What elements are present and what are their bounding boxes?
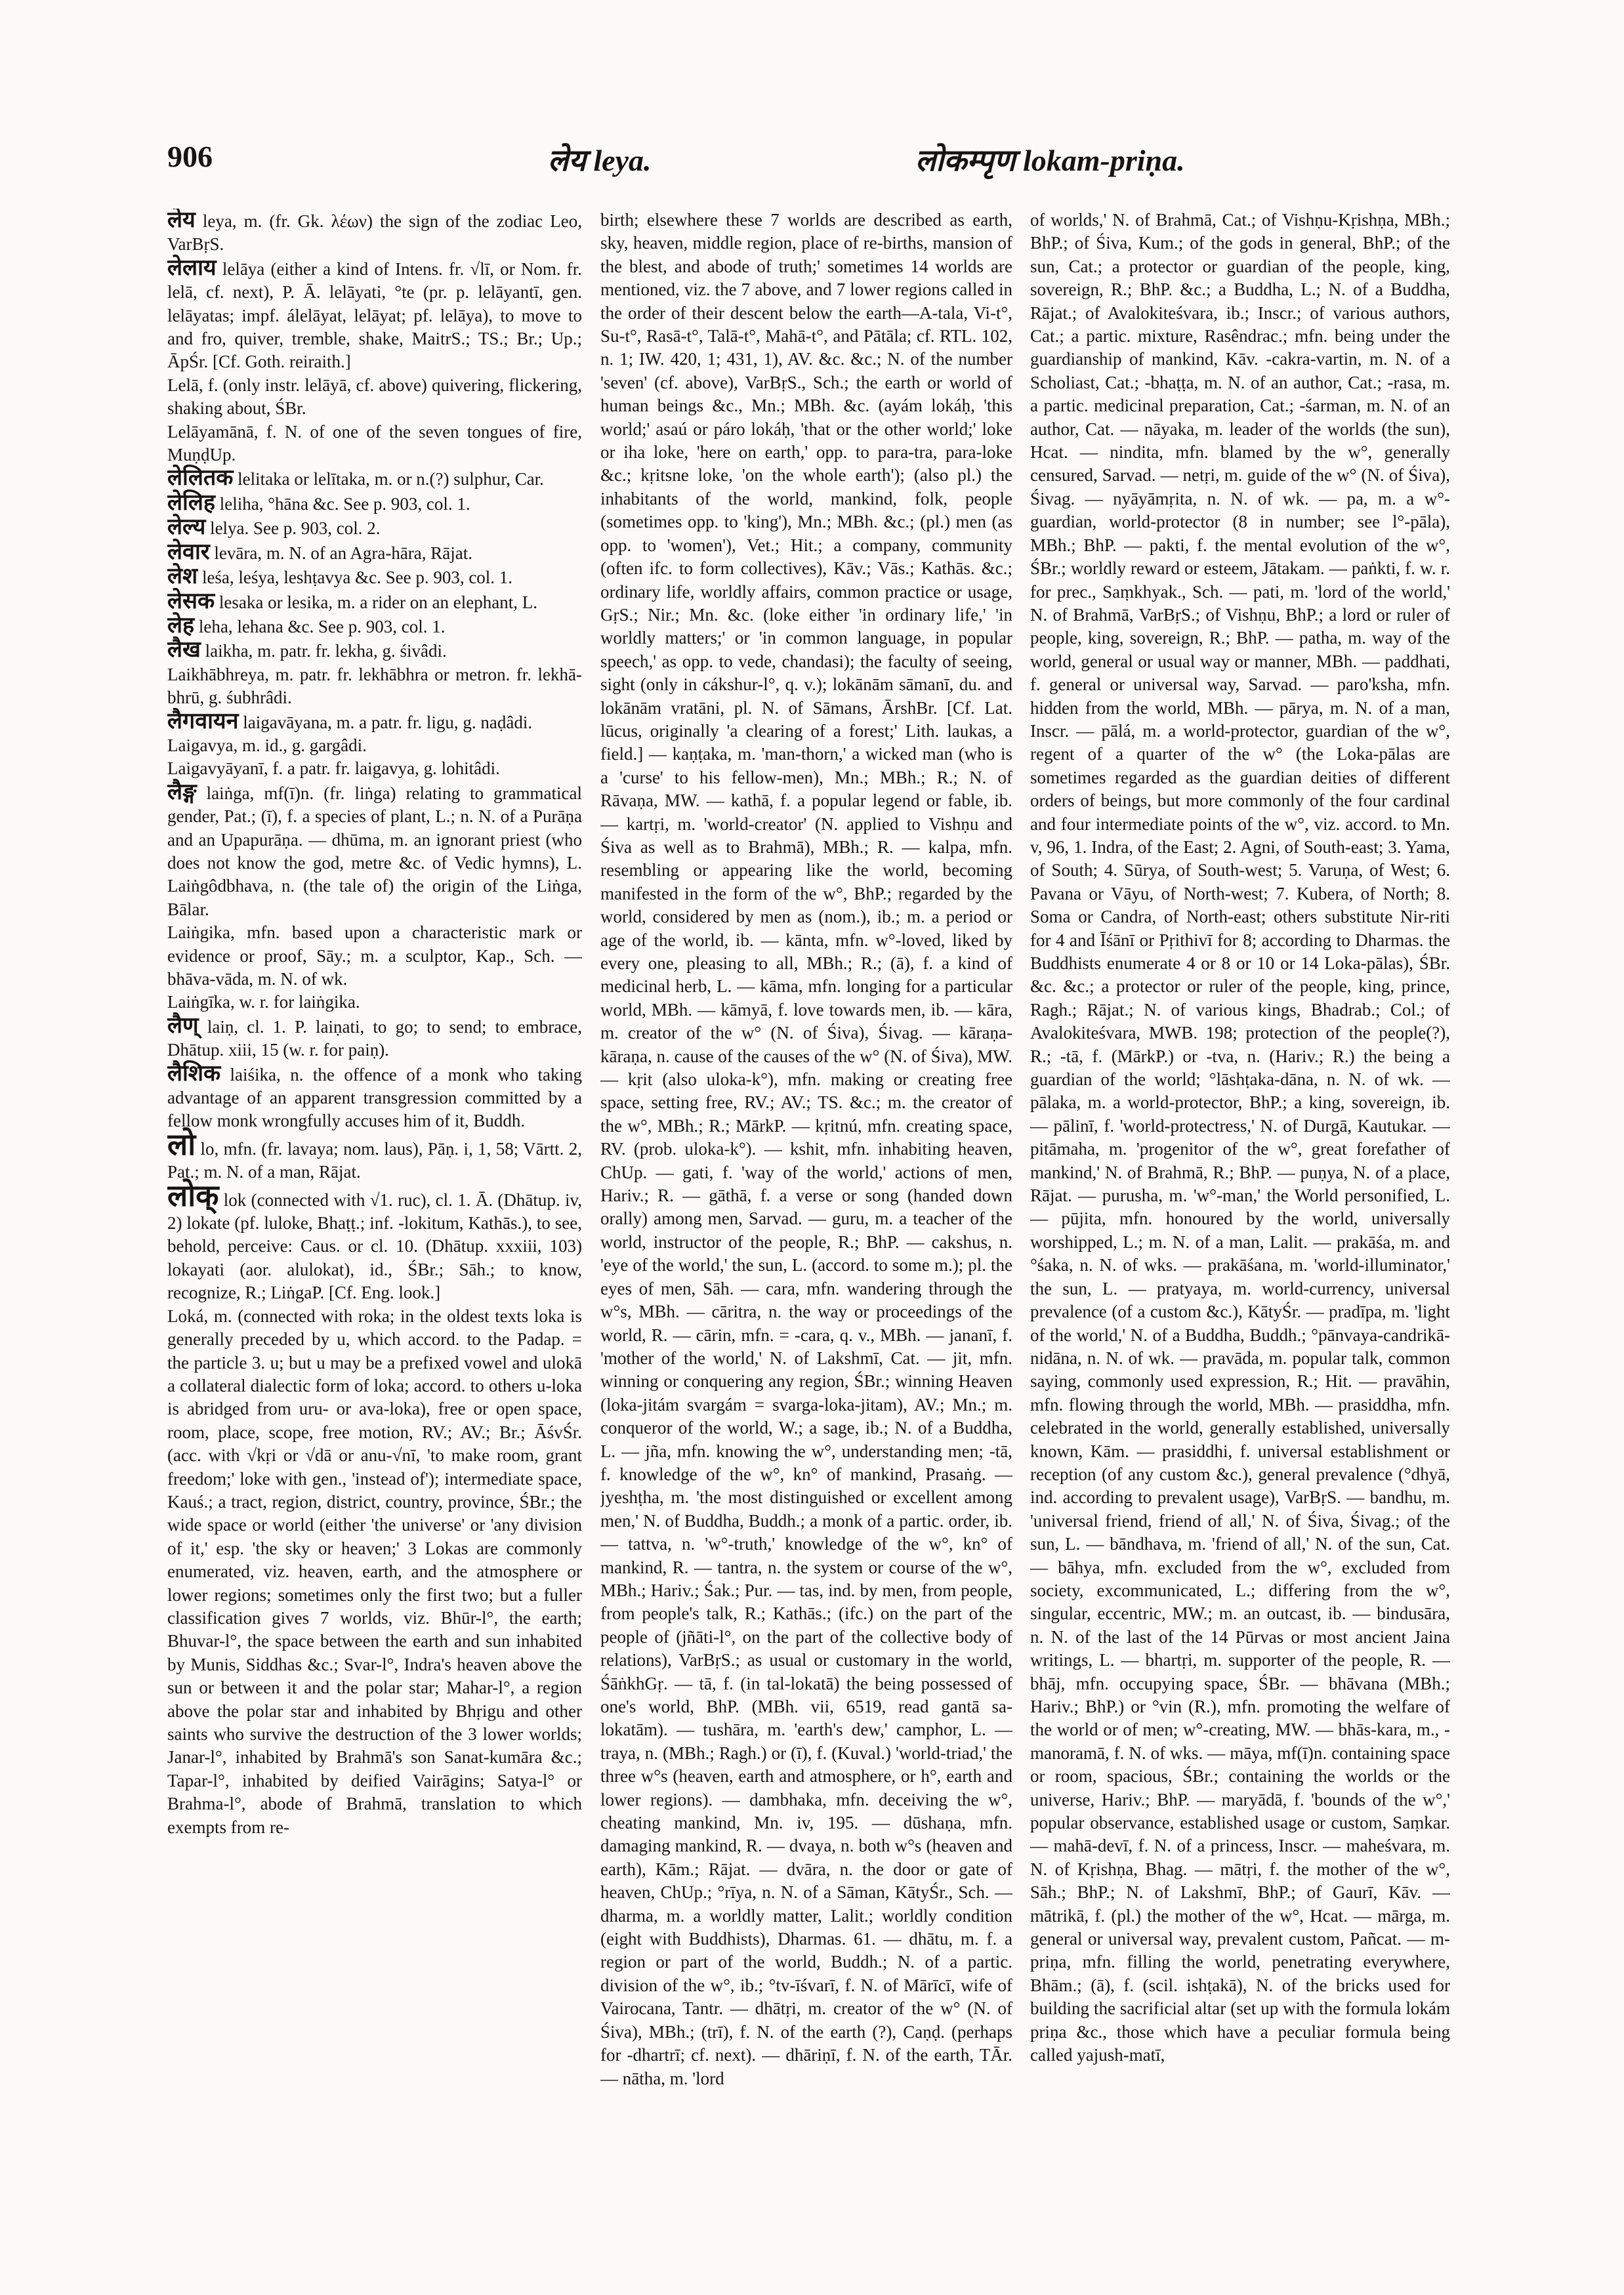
dictionary-entry	[167, 590, 582, 614]
dictionary-entry	[167, 1127, 582, 1184]
entry-definition: leya, m. (fr. Gk. λέων) the sign of the zodiac Leo, VarBṛS.	[167, 211, 582, 255]
column-2	[600, 209, 1012, 2275]
dictionary-entry	[167, 663, 582, 710]
entry-definition: Lelā, f. (only instr. lelāyā, cf. above) quivering, flickering, shaking about, ŚBr.	[167, 375, 582, 419]
entry-definition: laigavāyana, m. a patr. fr. ligu, g. naḍâdi.	[243, 712, 533, 732]
guide-word-left: लेय leya.	[548, 144, 652, 177]
entry-definition: Laiṅgika, mfn. based upon a characteristic mark or evidence or proof, Sāy.; m. a sculptor, Kap., Sch. — bhāva-vāda, m. N. of wk.	[167, 922, 582, 989]
entry-headword: लैण्	[167, 1013, 199, 1038]
entry-definition: laiśika, n. the offence of a monk who taking advantage of an apparent transgression committed by a fellow monk wrongfully accuses him of it, Buddh.	[167, 1064, 582, 1131]
entry-definition: lok (connected with √1. ruc), cl. 1. Ā. (Dhātup. iv, 2) lokate (pf. luloke, Bhaṭṭ.; inf. -lokitum, Kathās.), to see, behold, perceive: Caus. or cl. 10. (Dhātup. xxxiii, 103) lokayati (aor. alulokat), id., ŚBr.; Sāh.; to know, recognize, R.; LiṅgaP. [Cf. Eng. look.]	[167, 1189, 582, 1303]
entry-definition: birth; elsewhere these 7 worlds are described as earth, sky, heaven, middle region, place of re-births, mansion of the blest, and abode of truth;' sometimes 14 worlds are mentioned, viz. the 7 above, and 7 lower regions called in the order of their descent below the earth—A-tala, Vi-t°, Su-t°, Rasā-t°, Talā-t°, Mahā-t°, and Pātāla; cf. RTL. 102, n. 1; IW. 420, 1; 431, 1), AV. &c. &c.; N. of the number 'seven' (cf. above), VarBṛS., Sch.; the earth or world of human beings &c., Mn.; MBh. &c. (ayám lokáḥ, 'this world;' asaú or páro lokáḥ, 'that or the other world;' loke or iha loke, 'here on earth,' opp. to para-tra, para-loke &c.; kṛitsne loke, 'on the whole earth'); (also pl.) the inhabitants of the world, mankind, folk, people (sometimes opp. to 'king'), Mn.; MBh. &c.; (pl.) men (as opp. to 'women'), Vet.; Hit.; a company, community (often ifc. to form collectives), Kāv.; Vās.; Kathās. &c.; ordinary life, worldly affairs, common practice or usage, GṛS.; Nir.; Mn. &c. (loke either 'in ordinary life,' 'in worldly matters;' or 'in common language, in popular speech,' as opp. to vede, chandasi); the faculty of seeing, sight (only in cákshur-l°, q. v.); lokānām sāmanī, du. and lokānām vratāni, pl. N. of Sāmans, ĀrshBr. [Cf. Lat. lūcus, originally 'a clearing of a forest;' Lith. laukas, a field.] — kaṇṭaka, m. 'man-thorn,' a wicked man (who is a 'curse' to his fellow-men), Mn.; MBh.; R.; N. of Rāvaṇa, MW. — kathā, f. a popular legend or fable, ib. — kartṛi, m. 'world-creator' (N. applied to Vishṇu and Śiva as well as to Brahmā), MBh.; R. — kalpa, mfn. resembling or appearing like the world, becoming manifested in the form of the w°, BhP.; regarded by the world, considered by men as (nom.), ib.; m. a period or age of the world, ib. — kānta, mfn. w°-loved, liked by every one, pleasing to all, MBh.; R.; (ā), f. a kind of medicinal herb, L. — kāma, mfn. longing for a particular world, MBh. — kāmyā, f. love towards men, ib. — kāra, m. creator of the w° (N. of Śiva), Śivag. — kāraṇa-kāraṇa, n. cause of the causes of the w° (N. of Śiva), MW. — kṛit (also uloka-k°), mfn. making or creating free space, setting free, RV.; AV.; TS. &c.; m. the creator of the w°, MBh.; R.; MārkP. — kṛitnú, mfn. creating space, RV. (prob. uloka-k°). — kshit, mfn. inhabiting heaven, ChUp. — gati, f. 'way of the world,' actions of men, Hariv.; R. — gāthā, f. a verse or song (handed down orally) among men, Sarvad. — guru, m. a teacher of the world, instructor of the people, R.; BhP. — cakshus, n. 'eye of the world,' the sun, L. (accord. to some m.); pl. the eyes of men, Sāh. — cara, mfn. wandering through the w°s, MBh. — cāritra, n. the way or proceedings of the world, R. — cārin, mfn. = -cara, q. v., MBh. — jananī, f. 'mother of the world,' N. of Lakshmī, Cat. — jit, mfn. winning or conquering any region, ŚBr.; winning Heaven (loka-jitám svargám = svarga-loka-jitam), AV.; Mn.; m. conqueror of the world, W.; a sage, ib.; N. of a Buddha, L. — jña, mfn. knowing the w°, understanding men; -tā, f. knowledge of the w°, kn° of mankind, Prasaṅg. — jyeshṭha, m. 'the most distinguished or excellent among men,' N. of Buddha, Buddh.; a monk of a partic. order, ib. — tattva, n. 'w°-truth,' knowledge of the w°, kn° of mankind, R. — tantra, n. the system or course of the w°, MBh.; Hariv.; Śak.; Pur. — tas, ind. by men, from people, from people's talk, R.; Kathās.; (ifc.) on the part of the people of (jñāti-l°, on the part of the collective body of relations), VarBṛS.; as usual or customary in the world, ŚāṅkhGṛ. — tā, f. (in tal-lokatā) the being possessed of one's world, BhP. (MBh. vii, 6519, read gantā sa-lokatām). — tushāra, m. 'earth's dew,' camphor, L. — traya, n. (MBh.; Ragh.) or (ī), f. (Kuval.) 'world-triad,' the three w°s (heaven, earth and atmosphere, or h°, earth and lower regions). — dambhaka, mfn. deceiving the w°, cheating mankind, Mn. iv, 195. — dūshaṇa, mfn. damaging mankind, R. — dvaya, n. both w°s (heaven and earth), Kām.; Rājat. — dvāra, n. the door or gate of heaven, ChUp.; °rīya, n. N. of a Sāman, KātyŚr., Sch. — dharma, m. a worldly matter, Lalit.; worldly condition (eight with Buddhists), Dharmas. 61. — dhātu, m. f. a region or part of the world, Buddh.; N. of a partic. division of the w°, ib.; °tv-īśvarī, f. N. of Mārīcī, wife of Vairocana, Tantr. — dhātṛi, m. creator of the w° (N. of Śiva), MBh.; (trī), f. N. of the earth (?), Caṇḍ. (perhaps for -dhartrī; cf. next). — dhāriṇī, f. N. of the earth, TĀr. — nātha, m. 'lord	[600, 210, 1012, 2088]
entry-headword: लैगवायन	[167, 709, 239, 734]
entry-headword: लोक्	[167, 1178, 219, 1212]
dictionary-entry	[167, 781, 582, 921]
dictionary-entry	[167, 421, 582, 467]
entry-definition: laiṅga, mf(ī)n. (fr. liṅga) relating to grammatical gender, Pat.; (ī), f. a species of plant, L.; n. N. of a Purāṇa and an Upapurāṇa. — dhūma, m. an ignorant priest (who does not know the god, metre &c. of Vedic hymns), L. Laiṅgôdbhava, n. (the tale of) the origin of the Liṅga, Bālar.	[167, 783, 582, 919]
dictionary-entry	[167, 209, 582, 257]
dictionary-entry	[167, 1062, 582, 1133]
dictionary-entry	[167, 491, 582, 516]
dictionary-entry	[167, 257, 582, 374]
dictionary-entry	[167, 638, 582, 663]
entry-definition: leśa, leśya, leshṭavya &c. See p. 903, col. 1.	[201, 568, 513, 588]
entry-definition: Laikhābhreya, m. patr. fr. lekhābhra or metron. fr. lekhā-bhrū, g. śubhrâdi.	[167, 664, 582, 708]
page-header	[167, 139, 1463, 185]
dictionary-entry	[167, 565, 582, 589]
entry-definition: leliha, °hāna &c. See p. 903, col. 1.	[219, 493, 470, 514]
entry-definition: lelāya (either a kind of Intens. fr. √lī, or Nom. fr. lelā, cf. next), P. Ā. lelāyati, °te (pr. p. lelāyantī, gen. lelāyatas; impf. álelāyat, lelāyat; pf. lelāya), to move to and fro, quiver, tremble, shake, MaitrS.; TS.; Br.; Up.; ĀpŚr. [Cf. Goth. reiraith.]	[167, 258, 582, 372]
entry-definition: Lelāyamānā, f. N. of one of the seven tongues of fire, MuṇḍUp.	[167, 421, 582, 465]
dictionary-entry	[1030, 209, 1450, 2067]
dictionary-entry	[167, 1014, 582, 1062]
entry-headword: लेलाय	[167, 255, 217, 280]
guide-word-right: लोकम्पृण lokam-priṇa.	[915, 144, 1185, 177]
column-1	[167, 209, 582, 2275]
entry-headword: लेवार	[167, 539, 210, 564]
entry-definition: laiṇ, cl. 1. P. laiṇati, to go; to send; to embrace, Dhātup. xiii, 15 (w. r. for paiṇ).	[167, 1016, 582, 1060]
entry-headword: लेश	[167, 564, 198, 589]
entry-definition: Laigavyāyanī, f. a patr. fr. laigavya, g. lohitâdi.	[167, 758, 500, 779]
dictionary-entry	[600, 209, 1012, 2090]
dictionary-entry	[167, 1178, 582, 1305]
dictionary-entry	[167, 466, 582, 491]
entry-definition: lo, mfn. (fr. lavaya; nom. laus), Pāṇ. i, 1, 58; Vārtt. 2, Pat.; m. N. of a man, Rājat.	[167, 1138, 582, 1182]
page-number: 906	[167, 140, 213, 173]
entry-definition: laikha, m. patr. fr. lekha, g. śivâdi.	[205, 641, 447, 661]
entry-definition: levāra, m. N. of an Agra-hāra, Rājat.	[214, 543, 473, 563]
entry-headword: लेलितक	[167, 466, 234, 491]
entry-definition: Laigavya, m. id., g. gargâdi.	[167, 735, 367, 755]
entry-definition: leha, lehana &c. See p. 903, col. 1.	[198, 616, 446, 636]
entry-definition: lelitaka or lelītaka, m. or n.(?) sulphur, Car.	[238, 469, 544, 489]
entry-definition: Loká, m. (connected with roka; in the oldest texts loka is generally preceded by u, which accord. to the Padap. = the particle 3. u; but u may be a prefixed vowel and ulokā a collateral dialectic form of loka; accord. to others u-loka is abridged from uru- or ava-loka), free or open space, room, place, scope, free motion, RV.; AV.; Br.; ĀśvŚr. (acc. with √kṛi or √dā or anu-√nī, 'to make room, grant freedom;' loke with gen., 'instead of'); intermediate space, Kauś.; a tract, region, district, country, province, ŚBr.; the wide space or world (either 'the universe' or 'any division of it,' esp. 'the sky or heaven;' 3 Lokas are commonly enumerated, viz. heaven, earth, and the atmosphere or lower regions; sometimes only the first two; but a fuller classification gives 7 worlds, viz. Bhūr-l°, the earth; Bhuvar-l°, the space between the earth and sun inhabited by Munis, Siddhas &c.; Svar-l°, Indra's heaven above the sun or between it and the polar star; Mahar-l°, a region above the polar star and inhabited by Bhṛigu and other saints who survive the destruction of the 3 lower worlds; Janar-l°, inhabited by Brahmā's son Sanat-kumāra &c.; Tapar-l°, inhabited by deified Vairāgins; Satya-l° or Brahma-l°, abode of Brahmā, translation to which exempts from re-	[167, 1306, 582, 1837]
entry-headword: लेलिह	[167, 490, 215, 515]
dictionary-entry	[167, 991, 582, 1014]
dictionary-entry	[167, 710, 582, 734]
dictionary-entry	[167, 734, 582, 757]
entry-headword: लेसक	[167, 589, 215, 613]
entry-definition: of worlds,' N. of Brahmā, Cat.; of Vishṇu-Kṛishṇa, MBh.; BhP.; of Śiva, Kum.; of the gods in general, BhP.; of the sun, Cat.; a protector or guardian of the people, king, sovereign, R.; BhP. &c.; a Buddha, L.; N. of a Buddha, Rājat.; of Avalokiteśvara, ib.; Inscr.; of various authors, Cat.; a partic. mixture, Rasêndrac.; mfn. being under the guardianship of mankind, Kāv. -cakra-vartin, m. N. of a Scholiast, Cat.; -bhaṭṭa, m. N. of an author, Cat.; -rasa, m. a partic. medicinal preparation, Cat.; -śarman, m. N. of an author, Cat. — nāyaka, m. leader of the worlds (the sun), Hcat. — nindita, mfn. blamed by the w°, generally censured, Sarvad. — netṛi, m. guide of the w° (N. of Śiva), Śivag. — nyāyāmṛita, n. N. of wk. — pa, m. a w°-guardian, world-protector (8 in number; see l°-pāla), MBh.; BhP. — pakti, f. the mental evolution of the w°, ŚBr.; worldly reward or esteem, Jātakam. — paṅkti, f. w. r. for prec., Saṃkhyak., Sch. — pati, m. 'lord of the world,' N. of Brahmā, VarBṛS.; of Vishṇu, BhP.; a lord or ruler of people, king, sovereign, R.; BhP. — patha, m. way of the world, general or usual way or manner, MBh. — paddhati, f. general or universal way, Sarvad. — paro'ksha, mfn. hidden from the world, MBh. — pārya, m. N. of a man, Inscr. — pālá, m. a world-protector, guardian of the w°, regent of a quarter of the w° (the Loka-pālas are sometimes regarded as the guardian deities of different orders of beings, but more commonly of the four cardinal and four intermediate points of the w°, viz. accord. to Mn. v, 96, 1. Indra, of the East; 2. Agni, of South-east; 3. Yama, of South; 4. Sūrya, of South-west; 5. Varuṇa, of West; 6. Pavana or Vāyu, of North-west; 7. Kubera, of North; 8. Soma or Candra, of North-east; others substitute Nir-riti for 4 and Īśānī or Pṛithivī for 8; according to Dharmas. the Buddhists enumerate 4 or 8 or 10 or 14 Loka-pālas), ŚBr. &c. &c.; a protector or ruler of the people, king, prince, Ragh.; Rājat.; N. of various kings, Bhadrab.; Col.; of Avalokiteśvara, MWB. 198; protection of the people(?), R.; -tā, f. (MārkP.) or -tva, n. (Hariv.; R.) the being a guardian of the world; °lāshṭaka-dāna, n. N. of wk. — pālaka, m. a world-protector, BhP.; a king, sovereign, ib. — pālinī, f. 'world-protectress,' N. of Durgā, Kautukar. — pitāmaha, m. 'progenitor of the w°, great forefather of mankind,' N. of Brahmā, R.; BhP. — puṇya, N. of a place, Rājat. — purusha, m. 'w°-man,' the World personified, L. — pūjita, mfn. honoured by the world, universally worshipped, L.; m. N. of a man, Lalit. — prakāśa, m. and °śaka, n. N. of wks. — prakāśana, m. 'world-illuminator,' the sun, L. — pratyaya, m. world-currency, universal prevalence (of a custom &c.), KātyŚr. — pradīpa, m. 'light of the world,' N. of a Buddha, Buddh.; °pānvaya-candrikā-nidāna, n. N. of wk. — pravāda, m. popular talk, common saying, commonly used expression, R.; Hit. — pravāhin, mfn. flowing through the world, MBh. — prasiddha, mfn. celebrated in the world, generally established, universally known, Kām. — prasiddhi, f. universal establishment or reception (of any custom &c.), general prevalence (°dhyā, ind. according to prevalent usage), VarBṛS. — bandhu, m. 'universal friend, friend of all,' N. of Śiva, Śivag.; of the sun, L. — bāndhava, m. 'friend of all,' N. of the sun, Cat. — bāhya, mfn. excluded from the w°, excluded from society, excommunicated, L.; differing from the w°, singular, eccentric, MW.; m. an outcast, ib. — bindusāra, n. N. of the last of the 14 Pūrvas or most ancient Jaina writings, L. — bhartṛi, m. supporter of the people, R. — bhāj, mfn. occupying space, ŚBr. — bhāvana (MBh.; Hariv.; BhP.) or °vin (R.), mfn. promoting the welfare of the world or of men; w°-creating, MW. — bhās-kara, m., -manoramā, f. N. of wks. — māya, mf(ī)n. containing space or room, spacious, ŚBr.; containing the worlds or the universe, Hariv.; BhP. — maryādā, f. 'bounds of the w°,' popular observance, established usage or custom, Saṃkar. — mahā-devī, f. N. of a princess, Inscr. — maheśvara, m. N. of Kṛishṇa, Bhag. — mātṛi, f. the mother of the w°, Sāh.; BhP.; N. of Lakshmī, BhP.; of Gaurī, Kāv. — mātrikā, f. (pl.) the mother of the w°, Hcat. — mārga, m. general or universal way, prevalent custom, Pañcat. — m-priṇa, mfn. filling the world, penetrating everywhere, Bhām.; (ā), f. (scil. ishṭakā), N. of the bricks used for building the sacrificial altar (set up with the formula lokám priṇa &c., those which have a peculiar formula being called yajush-matī,	[1030, 210, 1450, 2065]
entry-definition: Laiṅgīka, w. r. for laiṅgika.	[167, 992, 360, 1012]
dictionary-entry	[167, 1305, 582, 1839]
entry-headword: लैशिक	[167, 1061, 221, 1086]
dictionary-entry	[167, 921, 582, 991]
dictionary-entry	[167, 516, 582, 540]
entry-headword: लेय	[167, 209, 196, 232]
column-3	[1030, 209, 1450, 2275]
entry-definition: lelya. See p. 903, col. 2.	[210, 518, 381, 539]
entry-headword: लेह	[167, 613, 195, 638]
entry-headword: लो	[167, 1127, 196, 1161]
entry-definition: lesaka or lesika, m. a rider on an elephant, L.	[219, 592, 537, 612]
dictionary-entry	[167, 541, 582, 565]
dictionary-entry	[167, 614, 582, 638]
dictionary-entry	[167, 757, 582, 780]
dictionary-entry	[167, 374, 582, 421]
entry-headword: लैख	[167, 638, 201, 663]
entry-headword: लेल्य	[167, 515, 206, 540]
entry-headword: लैङ्ग	[167, 779, 197, 804]
